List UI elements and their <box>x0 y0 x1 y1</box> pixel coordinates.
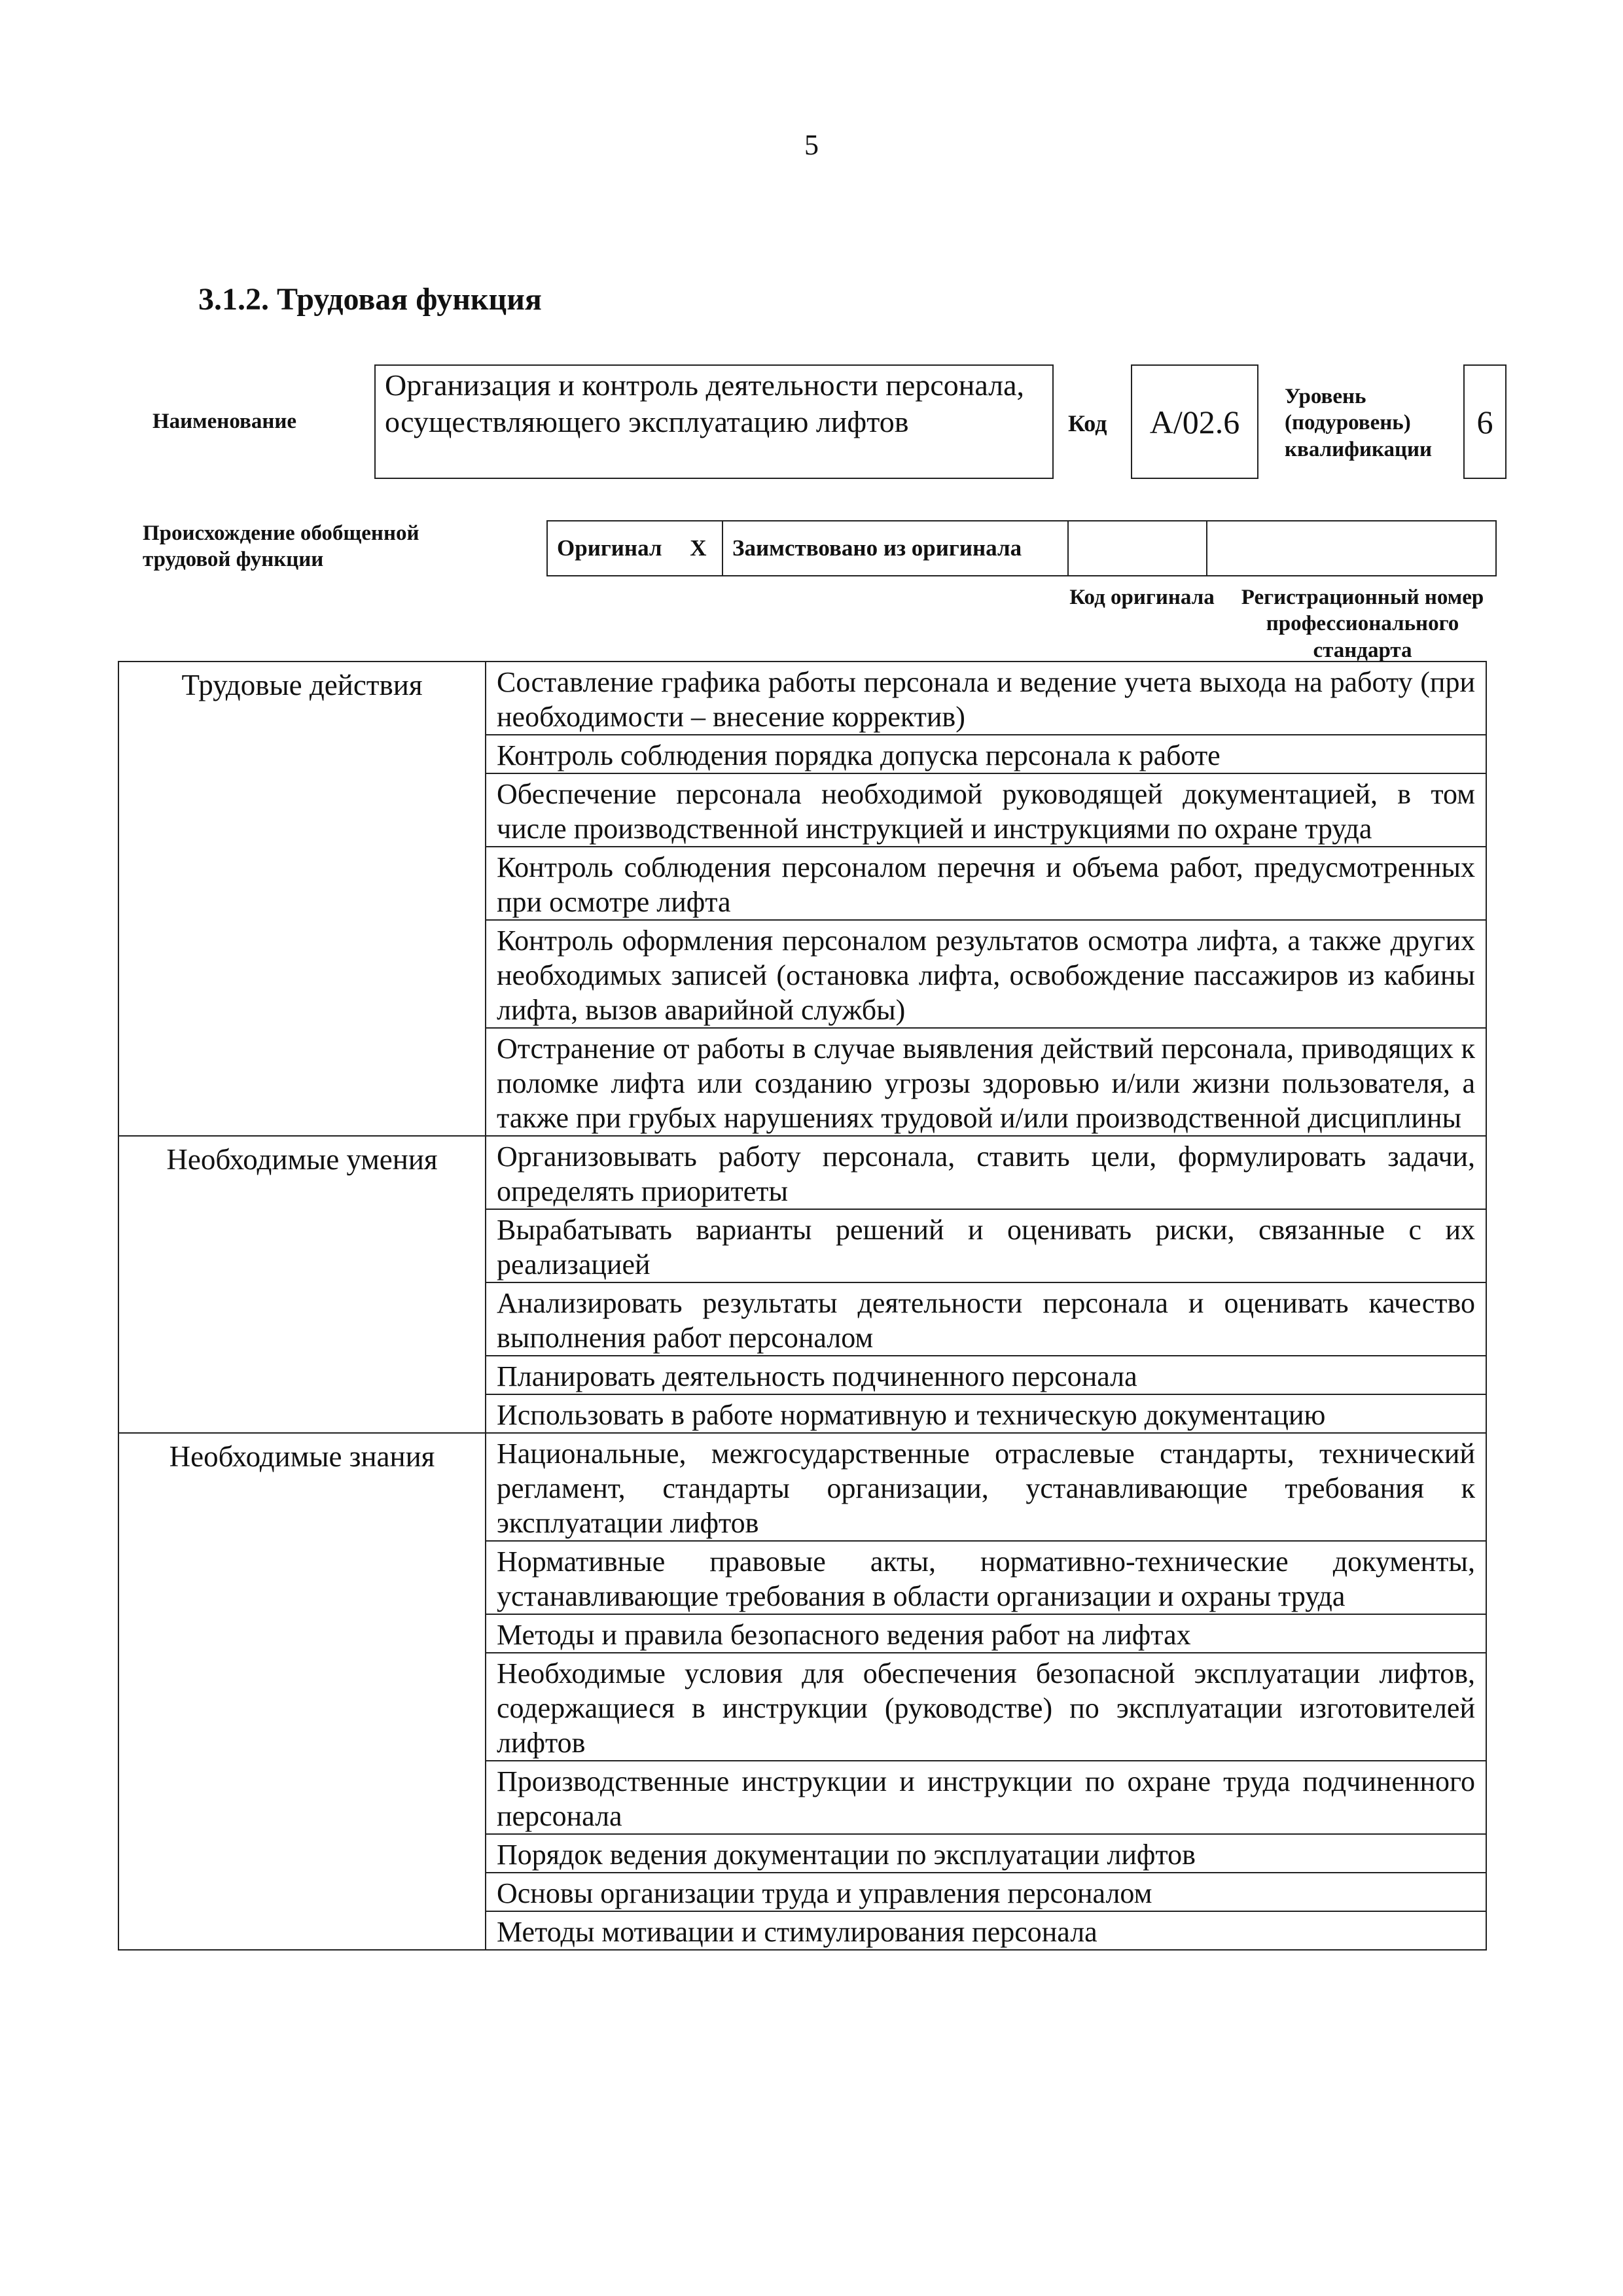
list-item: Необходимые условия для обеспечения безопасной эксплуатации лифтов, содержащиеся в инструкции (руководстве) по эксплуатации изготовителей лифтов <box>486 1653 1486 1761</box>
list-item: Национальные, межгосударственные отраслевые стандарты, технический регламент, стандарты организации, устанавливающие требования к эксплуатации лифтов <box>486 1433 1486 1541</box>
list-item: Методы и правила безопасного ведения работ на лифтах <box>486 1614 1486 1653</box>
list-item: Обеспечение персонала необходимой руководящей документацией, в том числе производственной инструкцией и инструкциями по охране труда <box>486 773 1486 847</box>
list-item: Составление графика работы персонала и ведение учета выхода на работу (при необходимости – внесение корректив) <box>486 662 1486 735</box>
list-item: Производственные инструкции и инструкции по охране труда подчиненного персонала <box>486 1761 1486 1834</box>
function-name-field: Организация и контроль деятельности персонала, осуществляющего эксплуатацию лифтов <box>374 364 1054 479</box>
list-item: Нормативные правовые акты, нормативно-технические документы, устанавливающие требования в области организации и охраны труда <box>486 1541 1486 1614</box>
table-row <box>118 1433 1486 1541</box>
list-item: Методы мотивации и стимулирования персонала <box>486 1911 1486 1950</box>
list-item: Планировать деятельность подчиненного персонала <box>486 1356 1486 1394</box>
origin-borrowed-cell: Заимствовано из оригинала <box>722 521 1068 576</box>
group-title: Необходимые умения <box>118 1136 486 1433</box>
list-item: Анализировать результаты деятельности персонала и оценивать качество выполнения работ персоналом <box>486 1282 1486 1356</box>
name-label: Наименование <box>152 410 296 433</box>
origin-reg-caption: Регистрационный номер профессионального стандарта <box>1241 586 1484 662</box>
list-item: Основы организации труда и управления персоналом <box>486 1873 1486 1911</box>
origin-table <box>546 520 1497 576</box>
group-title: Необходимые знания <box>118 1433 486 1950</box>
section-title: 3.1.2. Трудовая функция <box>198 282 542 317</box>
origin-label: Происхождение обобщенной трудовой функции <box>143 521 419 572</box>
list-item: Порядок ведения документации по эксплуатации лифтов <box>486 1834 1486 1873</box>
origin-reg-cell <box>1207 521 1496 576</box>
table-row <box>118 1136 1486 1209</box>
group-title: Трудовые действия <box>118 662 486 1136</box>
origin-code-cell <box>1068 521 1207 576</box>
code-field: А/02.6 <box>1131 364 1258 479</box>
list-item: Использовать в работе нормативную и техническую документацию <box>486 1394 1486 1433</box>
page-number: 5 <box>804 129 819 161</box>
list-item: Организовывать работу персонала, ставить цели, формулировать задачи, определять приоритеты <box>486 1136 1486 1209</box>
list-item: Контроль оформления персоналом результатов осмотра лифта, а также других необходимых записей (остановка лифта, освобождение пассажиров из кабины лифта, вызов аварийной службы) <box>486 920 1486 1028</box>
original-label: Оригинал <box>557 535 662 561</box>
code-label: Код <box>1068 410 1107 436</box>
qualification-level-field: 6 <box>1463 364 1507 479</box>
origin-original-cell <box>547 521 722 576</box>
list-item: Отстранение от работы в случае выявления действий персонала, приводящих к поломке лифта или созданию угрозы здоровью и/или жизни пользователя, а также при грубых нарушениях трудовой и/или производственной дисциплины <box>486 1028 1486 1136</box>
list-item: Вырабатывать варианты решений и оценивать риски, связанные с их реализацией <box>486 1209 1486 1282</box>
original-mark: X <box>690 535 707 561</box>
qualification-level-label: Уровень (подуровень) квалификации <box>1285 385 1433 461</box>
labor-function-table <box>118 661 1487 1951</box>
origin-code-caption: Код оригинала <box>1069 586 1215 609</box>
table-row <box>118 662 1486 735</box>
list-item: Контроль соблюдения порядка допуска персонала к работе <box>486 735 1486 773</box>
list-item: Контроль соблюдения персоналом перечня и объема работ, предусмотренных при осмотре лифта <box>486 847 1486 920</box>
